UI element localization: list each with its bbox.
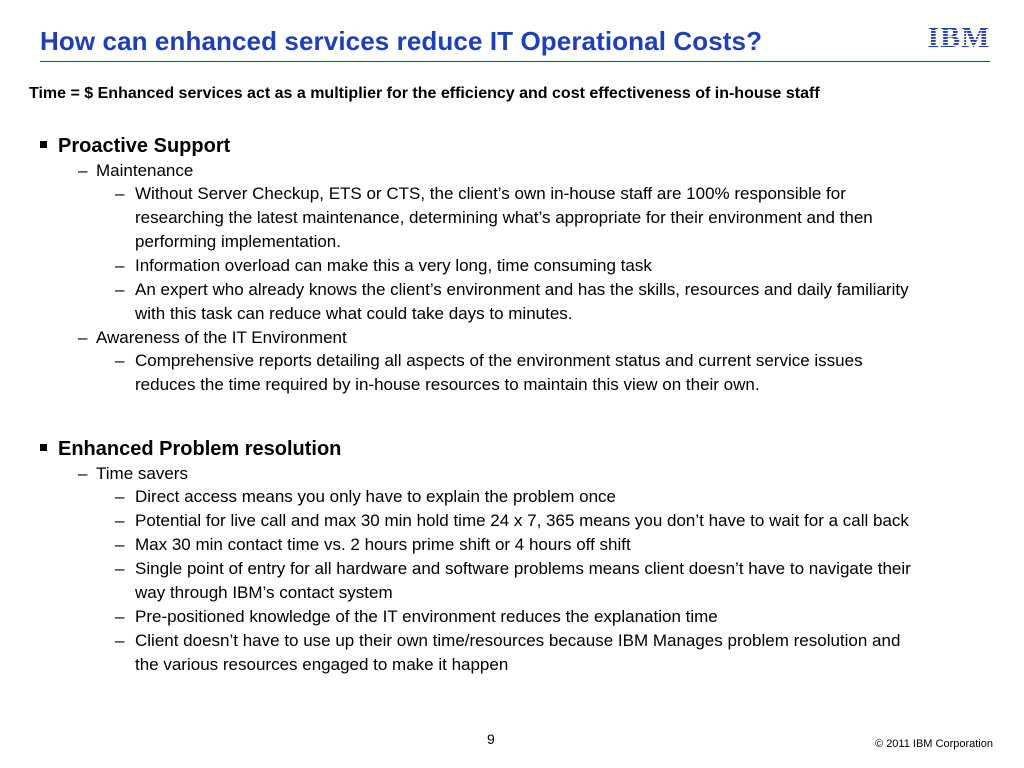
dash-icon: – <box>115 351 125 370</box>
ibm-logo <box>924 22 994 52</box>
dash-icon: – <box>115 184 125 203</box>
section-heading-problem-resolution <box>0 436 1024 462</box>
list-item-text: Client doesn’t have to use up their own time/resources because IBM Manages problem resolution and the various resources engaged to make it happen <box>135 631 901 674</box>
dash-icon: – <box>115 280 125 299</box>
copyright-notice: © 2011 IBM Corporation <box>875 738 993 750</box>
slide-body <box>0 133 1024 677</box>
list-item-text: Potential for live call and max 30 min hold time 24 x 7, 365 means you don’t have to wait for a call back <box>135 511 909 530</box>
dash-icon: – <box>78 328 88 347</box>
group-label-text: Maintenance <box>96 161 194 180</box>
list-item-text: Without Server Checkup, ETS or CTS, the client’s own in-house staff are 100% responsible for researching the latest maintenance, determining what’s appropriate for their environment and then performing implementation. <box>135 184 873 251</box>
slide-subtitle: Time = $ Enhanced services act as a multiplier for the efficiency and cost effectiveness of in-house staff <box>29 85 820 102</box>
list-item-text: Comprehensive reports detailing all aspects of the environment status and current service issues reduces the time required by in-house resources to maintain this view on their own. <box>135 351 863 394</box>
title-divider <box>40 61 990 62</box>
list-item <box>0 557 925 605</box>
section-spacer <box>0 397 1024 436</box>
group-label-time-savers <box>0 462 1024 485</box>
list-item <box>0 278 925 326</box>
list-item-text: An expert who already knows the client’s environment and has the skills, resources and daily familiarity with this task can reduce what could take days to minutes. <box>135 280 909 323</box>
list-item-text: Pre-positioned knowledge of the IT environment reduces the explanation time <box>135 607 718 626</box>
list-item <box>0 254 925 278</box>
group-label-text: Awareness of the IT Environment <box>96 328 347 347</box>
list-item-text: Direct access means you only have to explain the problem once <box>135 487 616 506</box>
square-bullet-icon <box>40 141 47 148</box>
dash-icon: – <box>115 487 125 506</box>
page-number: 9 <box>487 731 495 747</box>
list-item-text: Single point of entry for all hardware and software problems means client doesn’t have to navigate their way through IBM’s contact system <box>135 559 911 602</box>
group-label-awareness <box>0 326 1024 349</box>
group-label-maintenance <box>0 159 1024 182</box>
dash-icon: – <box>78 464 88 483</box>
section-heading-proactive-support <box>0 133 1024 159</box>
dash-icon: – <box>115 559 125 578</box>
list-item <box>0 509 925 533</box>
list-item <box>0 605 925 629</box>
list-item <box>0 182 925 254</box>
list-item-text: Max 30 min contact time vs. 2 hours prime shift or 4 hours off shift <box>135 535 631 554</box>
dash-icon: – <box>115 535 125 554</box>
slide-title: How can enhanced services reduce IT Operational Costs? <box>40 26 763 56</box>
list-item-text: Information overload can make this a very long, time consuming task <box>135 256 652 275</box>
dash-icon: – <box>115 256 125 275</box>
section-heading-text: Proactive Support <box>58 135 231 157</box>
list-item <box>0 629 925 677</box>
list-item <box>0 533 925 557</box>
dash-icon: – <box>115 631 125 650</box>
list-item <box>0 349 925 397</box>
square-bullet-icon <box>40 444 47 451</box>
ibm-logo-text: IBM <box>927 22 991 52</box>
list-item <box>0 485 925 509</box>
dash-icon: – <box>115 607 125 626</box>
dash-icon: – <box>115 511 125 530</box>
dash-icon: – <box>78 161 88 180</box>
section-heading-text: Enhanced Problem resolution <box>58 438 342 460</box>
group-label-text: Time savers <box>96 464 188 483</box>
